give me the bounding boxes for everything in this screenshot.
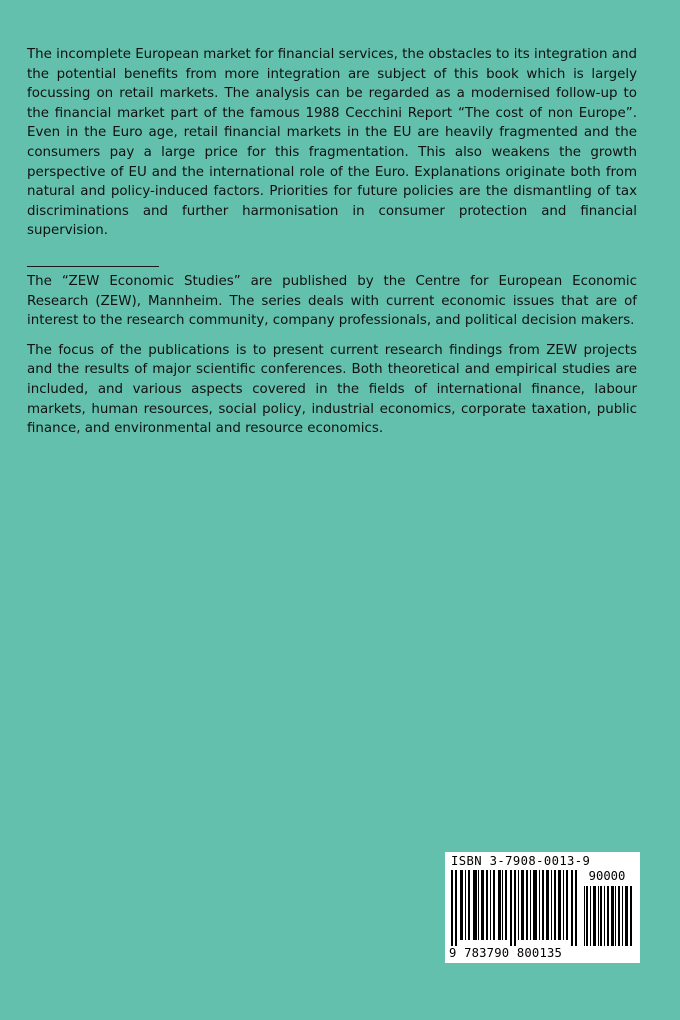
- back-cover-blurb: The incomplete European market for financial services, the obstacles to its integration and the potential benefits from more integration are subject of this book which is largely focussing on retail markets. The analysis can be regarded as a modernised follow-up to the financial market part of the famous 1988 Cecchini Report “The cost of non Europe”. Even in the Euro age, retail financial markets in the EU are heavily fragmented and the consumers pay a large price for this fragmentation. This also weakens the growth perspective of EU and the international role of the Euro. Explanations originate both from natural and policy-induced factors. Priorities for future policies are the dismantling of tax discriminations and further harmonisation in consumer protection and financial supervision.: [27, 47, 637, 239]
- section-divider: [27, 266, 159, 267]
- series-paragraph-2: The focus of the publications is to present current research findings from ZEW projects and the results of major scientific conferences. Both theoretical and empirical studies are included, and various aspects covered in the fields of international finance, labour markets, human resources, social policy, industrial economics, corporate taxation, public finance, and environmental and resource economics.: [27, 342, 637, 437]
- series-description: [27, 272, 637, 449]
- isbn-barcode: [445, 852, 640, 963]
- isbn-number: ISBN 3-7908-0013-9: [451, 854, 591, 868]
- barcode-bars: [451, 870, 577, 946]
- price-addon-bars: [584, 886, 632, 946]
- series-paragraph-1: The “ZEW Economic Studies” are published by the Centre for European Economic Research (ZEW), Mannheim. The series deals with current economic issues that are of interest to the research community, company professionals, and political decision makers.: [27, 274, 637, 329]
- price-code: 90000: [588, 869, 626, 883]
- ean-number: 9 783790 800135: [449, 946, 563, 960]
